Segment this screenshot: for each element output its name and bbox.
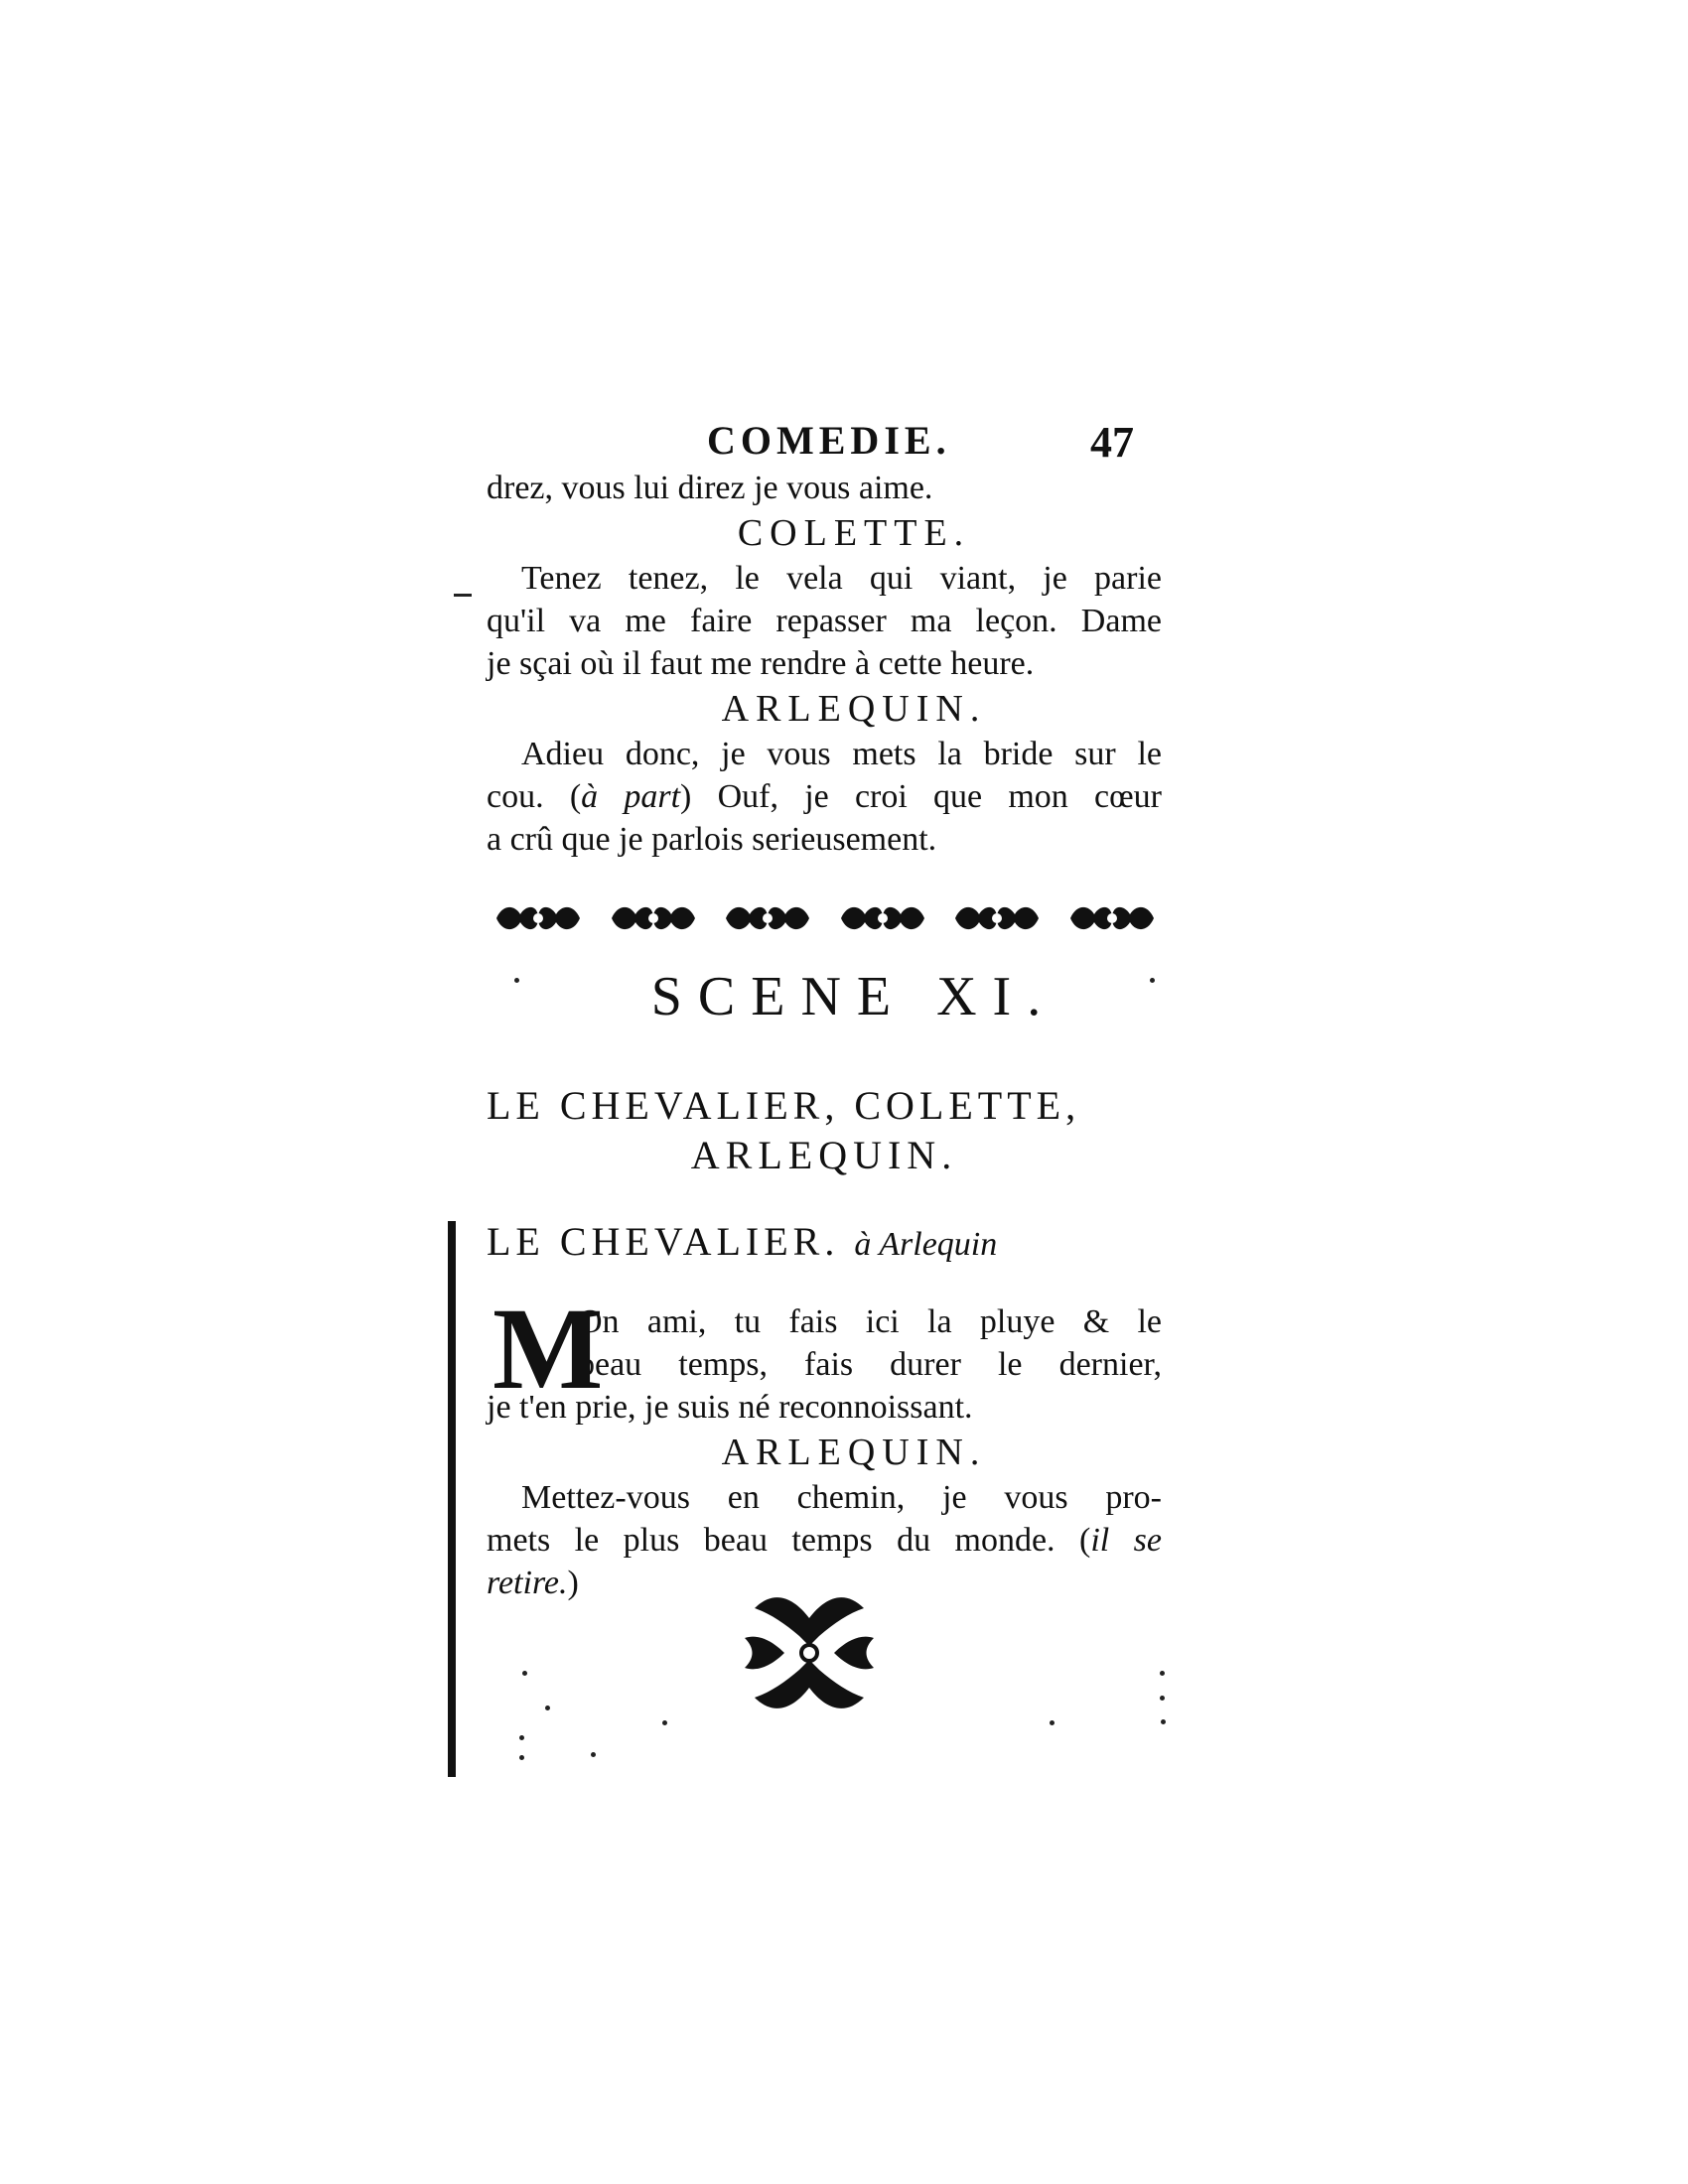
fleuron-ornament <box>492 900 584 936</box>
ink-speck <box>545 1706 550 1710</box>
text-fragment: mets le plus beau temps du monde. ( <box>487 1522 1091 1559</box>
cast-list-line: LE CHEVALIER, COLETTE, <box>487 1083 1081 1128</box>
margin-rule <box>448 1221 456 1777</box>
speaker-name: ARLEQUIN. <box>721 688 987 730</box>
text-line: beau temps, fais durer le dernier, <box>578 1346 1162 1383</box>
dropcap-paragraph <box>487 1284 1162 1429</box>
fleuron-ornament <box>1066 900 1158 936</box>
text-line: je sçai où il faut me rendre à cette heure. <box>487 645 1035 682</box>
scene-heading: SCENE XI. <box>650 966 1057 1027</box>
running-title: COMEDIE. <box>707 418 951 463</box>
text-line: je t'en prie, je suis né reconnoissant. <box>487 1389 973 1426</box>
stage-direction: il se <box>1090 1522 1163 1559</box>
fleuron-ornament <box>837 900 928 936</box>
ink-speck <box>662 1720 667 1725</box>
text-line: a crû que je parlois serieusement. <box>487 821 937 858</box>
ink-mark <box>454 594 472 597</box>
speaker-name: COLETTE. <box>737 512 971 554</box>
speaker-name: ARLEQUIN. <box>721 1432 987 1473</box>
stage-direction: à Arlequin <box>854 1226 998 1263</box>
speaker-heading <box>487 1216 1162 1271</box>
speaker-name: LE CHEVALIER. <box>487 1219 840 1264</box>
ink-speck <box>1150 978 1155 983</box>
ink-speck <box>1161 1719 1166 1724</box>
ink-speck <box>519 1735 524 1740</box>
cast-list-line: ARLEQUIN. <box>690 1133 958 1177</box>
ink-speck <box>1050 1720 1055 1725</box>
ink-speck <box>519 1755 524 1760</box>
stage-direction: retire. <box>487 1565 568 1601</box>
fleuron-ornament <box>722 900 813 936</box>
ornament-band <box>492 900 1158 936</box>
text-line: qu'il va me faire repasser ma leçon. Dame <box>487 603 1162 639</box>
text-line: Mettez-vous en chemin, je vous pro- <box>521 1479 1162 1516</box>
text-fragment: ) <box>567 1565 579 1601</box>
page-text-block <box>487 417 1162 1604</box>
running-head <box>487 417 1162 467</box>
ink-speck <box>514 978 519 983</box>
drop-cap: M <box>492 1284 604 1414</box>
fleuron-ornament <box>951 900 1043 936</box>
text-line: On ami, tu fais ici la pluye & le <box>578 1303 1162 1340</box>
ink-speck <box>1160 1671 1165 1676</box>
page-number: 47 <box>1090 418 1134 467</box>
text-line <box>487 1519 1162 1562</box>
text-line <box>487 775 1162 818</box>
ink-speck <box>1160 1696 1165 1701</box>
fleuron-ornament <box>608 900 699 936</box>
ink-speck <box>591 1752 596 1757</box>
stage-direction: à part <box>581 778 681 815</box>
text-line: Tenez tenez, le vela qui viant, je parie <box>521 560 1162 597</box>
text-line: drez, vous lui direz je vous aime. <box>487 470 933 506</box>
text-fragment: ) Ouf, je croi que mon cœur <box>680 778 1162 815</box>
tailpiece-ornament <box>735 1588 884 1717</box>
text-line: Adieu donc, je vous mets la bride sur le <box>521 736 1162 772</box>
ink-speck <box>522 1671 527 1676</box>
text-fragment: cou. ( <box>487 778 582 815</box>
